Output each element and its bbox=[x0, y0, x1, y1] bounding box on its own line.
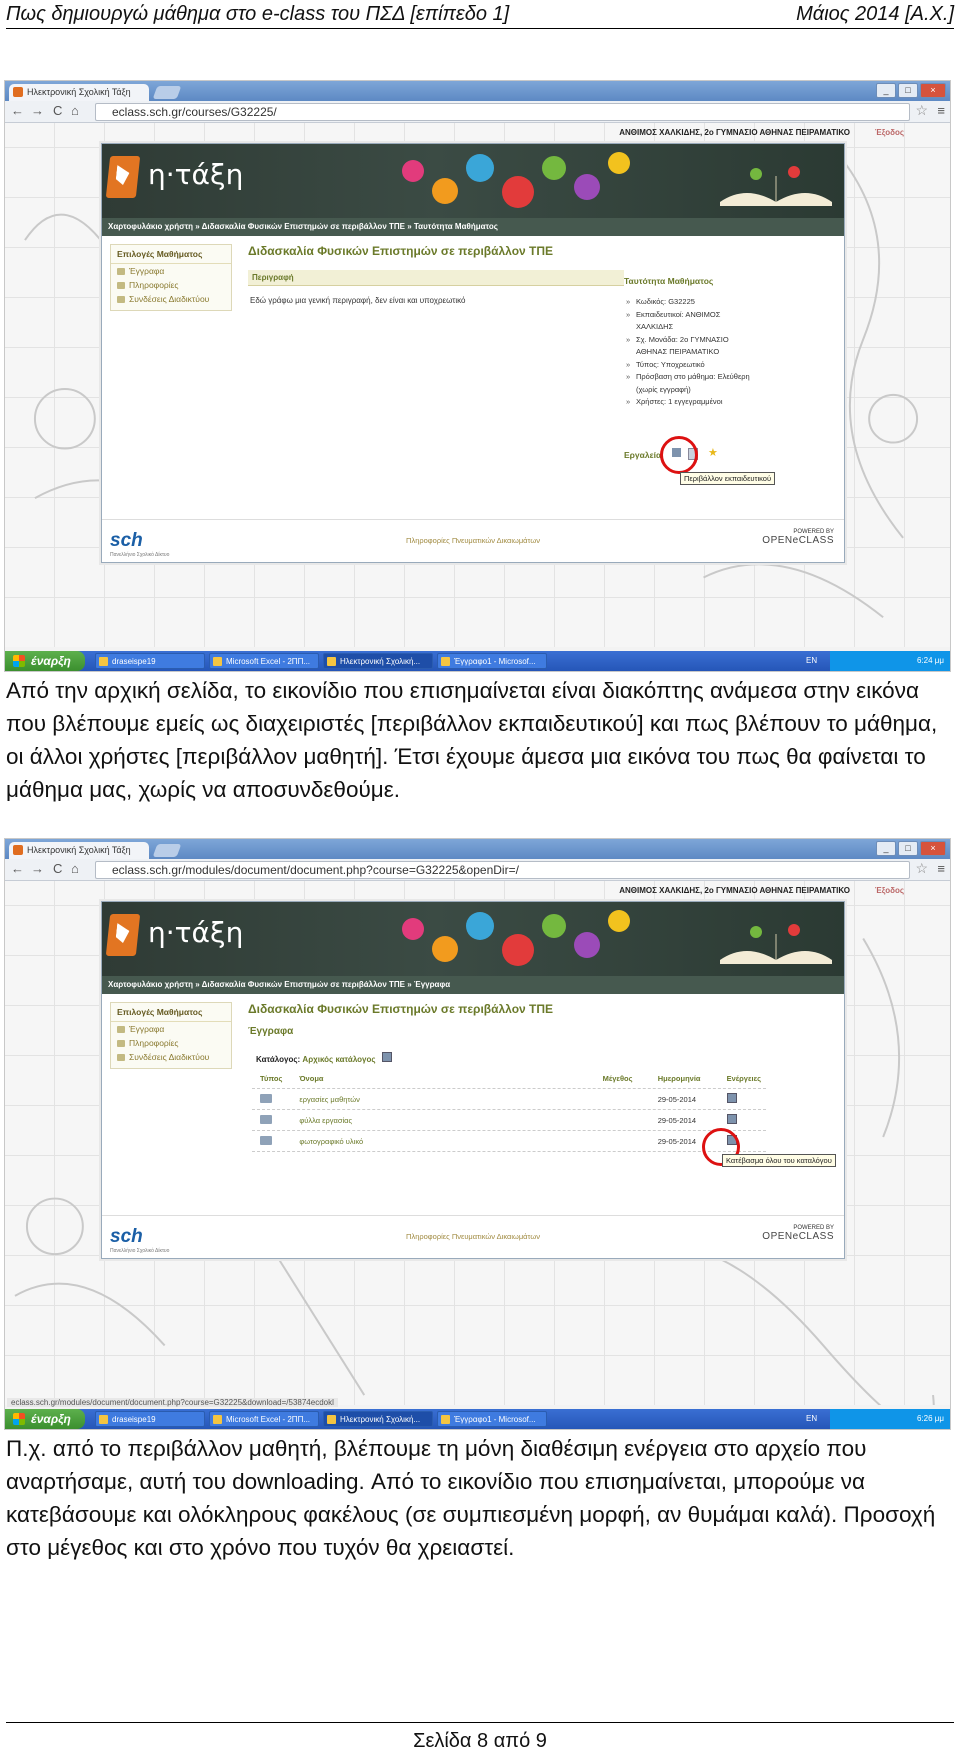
eclass-page bbox=[101, 143, 845, 563]
bookmark-star-icon[interactable]: ☆ bbox=[915, 860, 928, 876]
url-input[interactable]: eclass.sch.gr/modules/document/document.php?course=G32225&openDir=/ bbox=[95, 861, 910, 879]
minimize-button[interactable]: _ bbox=[876, 83, 896, 98]
reload-icon[interactable]: C bbox=[53, 861, 63, 876]
browser-menu-icon[interactable]: ≡ bbox=[937, 861, 945, 876]
address-bar bbox=[5, 101, 950, 123]
task-item[interactable]: Microsoft Excel - 2ΠΠ... bbox=[209, 653, 319, 669]
documents-table bbox=[252, 1074, 766, 1152]
user-name: ΑΝΘΙΜΟΣ ΧΑΛΚΙΔΗΣ, 2ο ΓΥΜΝΑΣΙΟ ΑΘΗΝΑΣ ΠΕΙΡΑΜΑΤΙΚΟ bbox=[619, 128, 850, 137]
minimize-button[interactable]: _ bbox=[876, 841, 896, 856]
tooltip: Κατέβασμα όλου του καταλόγου bbox=[722, 1154, 836, 1167]
book-icon bbox=[716, 920, 836, 966]
new-tab-button[interactable] bbox=[153, 844, 182, 857]
header-title: Πως δημιουργώ μάθημα στο e-class του ΠΣΔ [επίπεδο 1] bbox=[6, 2, 510, 25]
col-size: Μέγεθος bbox=[602, 1074, 633, 1083]
breadcrumb[interactable]: Χαρτοφυλάκιο χρήστη » Διδασκαλία Φυσικών Επιστημών σε περιβάλλον ΤΠΕ » Έγγραφα bbox=[102, 976, 844, 994]
col-name[interactable]: Όνομα bbox=[299, 1074, 324, 1083]
favicon-icon bbox=[13, 845, 23, 855]
maximize-button[interactable]: □ bbox=[898, 83, 918, 98]
description-text: Εδώ γράφω μια γενική περιγραφή, δεν είναι και υποχρεωτικό bbox=[250, 296, 466, 305]
browser-tab[interactable]: Ηλεκτρονική Σχολική Τάξη bbox=[9, 842, 149, 859]
logout-link[interactable]: Έξοδος bbox=[874, 128, 904, 137]
banner-decoration bbox=[362, 906, 724, 972]
site-banner bbox=[102, 902, 844, 976]
book-icon bbox=[716, 162, 836, 208]
folder-icon bbox=[260, 1094, 272, 1103]
start-button[interactable]: έναρξη bbox=[5, 651, 85, 671]
user-name: ΑΝΘΙΜΟΣ ΧΑΛΚΙΔΗΣ, 2ο ΓΥΜΝΑΣΙΟ ΑΘΗΝΑΣ ΠΕΙΡΑΜΑΤΙΚΟ bbox=[619, 886, 850, 895]
task-item[interactable]: Microsoft Excel - 2ΠΠ... bbox=[209, 1411, 319, 1427]
clock: 6:24 μμ bbox=[916, 656, 944, 665]
url-input[interactable]: eclass.sch.gr/courses/G32225/ bbox=[95, 103, 910, 121]
download-icon[interactable] bbox=[382, 1052, 392, 1062]
windows-taskbar bbox=[5, 651, 950, 671]
site-banner bbox=[102, 144, 844, 218]
task-item[interactable]: Ηλεκτρονική Σχολική... bbox=[323, 653, 433, 669]
info-code: » Κωδικός: G32225 bbox=[626, 296, 756, 309]
site-logo[interactable]: η·τάξη bbox=[148, 158, 244, 191]
task-item[interactable]: draseispe19 bbox=[95, 653, 205, 669]
course-title: Διδασκαλία Φυσικών Επιστημών σε περιβάλλον ΤΠΕ bbox=[248, 1002, 554, 1016]
system-tray bbox=[806, 651, 950, 671]
forward-icon[interactable]: → bbox=[31, 103, 44, 118]
folder-icon bbox=[260, 1115, 272, 1124]
windows-taskbar bbox=[5, 1409, 950, 1429]
status-bar: eclass.sch.gr/modules/document/document.php?course=G32225&download=/53874ecdokl bbox=[7, 1398, 338, 1407]
documents-header: Έγγραφα bbox=[248, 1026, 294, 1037]
start-button[interactable]: έναρξη bbox=[5, 1409, 85, 1429]
menu-item-info[interactable]: Πληροφορίες bbox=[111, 278, 231, 292]
address-bar bbox=[5, 859, 950, 881]
tooltip: Περιβάλλον εκπαιδευτικού bbox=[680, 472, 775, 485]
tools-label: Εργαλεία bbox=[624, 450, 662, 460]
task-item[interactable]: Έγγραφο1 - Microsof... bbox=[437, 1411, 547, 1427]
copyright-link[interactable]: Πληροφορίες Πνευματικών Δικαιωμάτων bbox=[406, 536, 540, 545]
logout-link[interactable]: Έξοδος bbox=[874, 886, 904, 895]
table-row bbox=[252, 1131, 766, 1152]
language-indicator[interactable]: EN bbox=[806, 656, 818, 665]
info-users: » Χρήστες: 1 εγγεγραμμένοι bbox=[626, 396, 756, 409]
powered-by: POWERED BY OPENeCLASS bbox=[762, 1225, 834, 1242]
paragraph-2: Π.χ. από το περιβάλλον μαθητή, βλέπουμε τη μόνη διαθέσιμη ενέργεια στο αρχείο που αναρτήσαμε, αυτή του downloading. Από το εικονίδιο που επισημαίνεται, μπορούμε να κατεβάσουμε και ολόκληρους φακέλους (σε συμπιεσμένη μορφή, αν θυμάμαι καλά). Προσοχή στο μέγεθος και στο χρόνο που τυχόν θα χρειαστεί. bbox=[6, 1436, 936, 1560]
sch-logo[interactable]: sch Πανελλήνιο Σχολικό Δίκτυο bbox=[110, 530, 170, 558]
document-header bbox=[6, 0, 954, 29]
clock: 6:26 μμ bbox=[916, 1414, 944, 1423]
course-info-title: Ταυτότητα Μαθήματος bbox=[624, 276, 714, 286]
back-icon[interactable]: ← bbox=[11, 861, 24, 876]
breadcrumb[interactable]: Χαρτοφυλάκιο χρήστη » Διδασκαλία Φυσικών Επιστημών σε περιβάλλον ΤΠΕ » Ταυτότητα Μαθήματος bbox=[102, 218, 844, 236]
folder-link[interactable]: εργασίες μαθητών bbox=[299, 1094, 360, 1104]
course-menu-header: Επιλογές Μαθήματος bbox=[111, 245, 231, 264]
menu-item-links[interactable]: Συνδέσεις Διαδικτύου bbox=[111, 1050, 231, 1068]
info-school: » Σχ. Μονάδα: 2ο ΓΥΜΝΑΣΙΟ ΑΘΗΝΑΣ ΠΕΙΡΑΜΑΤΙΚΟ bbox=[626, 334, 756, 359]
logo-icon bbox=[106, 156, 140, 198]
info-access: » Πρόσβαση στο μάθημα: Ελεύθερη (χωρίς εγγραφή) bbox=[626, 371, 756, 396]
col-type: Τύπος bbox=[260, 1074, 283, 1083]
close-button[interactable]: × bbox=[920, 841, 946, 856]
home-icon[interactable]: ⌂ bbox=[71, 861, 79, 876]
star-icon[interactable]: ★ bbox=[708, 447, 718, 459]
sch-logo[interactable]: sch Πανελλήνιο Σχολικό Δίκτυο bbox=[110, 1226, 170, 1254]
task-item[interactable]: draseispe19 bbox=[95, 1411, 205, 1427]
site-footer bbox=[102, 1215, 844, 1258]
catalog-value[interactable]: Αρχικός κατάλογος bbox=[302, 1055, 376, 1064]
bookmark-star-icon[interactable]: ☆ bbox=[915, 102, 928, 118]
copyright-link[interactable]: Πληροφορίες Πνευματικών Δικαιωμάτων bbox=[406, 1232, 540, 1241]
info-type: » Τύπος: Υποχρεωτικό bbox=[626, 359, 756, 372]
eclass-page bbox=[101, 901, 845, 1259]
table-row bbox=[252, 1089, 766, 1110]
course-info-list bbox=[626, 296, 756, 409]
screenshot-documents bbox=[4, 838, 951, 1430]
description-header: Περιγραφή bbox=[248, 270, 624, 286]
table-row bbox=[252, 1110, 766, 1131]
col-actions: Ενέργειες bbox=[726, 1074, 762, 1083]
highlight-circle bbox=[660, 436, 698, 474]
site-logo[interactable]: η·τάξη bbox=[148, 916, 244, 949]
banner-decoration bbox=[362, 148, 724, 214]
menu-item-documents[interactable]: Έγγραφα bbox=[111, 264, 231, 278]
row-date: 29-05-2014 bbox=[657, 1136, 697, 1146]
course-menu bbox=[110, 244, 232, 311]
col-date: Ημερομηνία bbox=[657, 1074, 701, 1083]
course-menu-header: Επιλογές Μαθήματος bbox=[111, 1003, 231, 1022]
catalog-label: Κατάλογος: bbox=[256, 1055, 301, 1064]
row-date: 29-05-2014 bbox=[657, 1115, 697, 1125]
paragraph-1: Από την αρχική σελίδα, το εικονίδιο που επισημαίνεται είναι διακόπτης ανάμεσα στην εικόνα που βλέπουμε εμείς ως διαχειριστές [περιβάλλον εκπαιδευτικού] και πως βλέπουν το μάθημα, οι άλλοι χρήστες [περιβάλλον μαθητή]. Έτσι έχουμε άμεσα μια εικόνα του πως θα φαίνεται το μάθημα μας, χωρίς να αποσυνδεθούμε. bbox=[6, 678, 938, 802]
course-title: Διδασκαλία Φυσικών Επιστημών σε περιβάλλον ΤΠΕ bbox=[248, 244, 554, 258]
download-icon[interactable] bbox=[727, 1093, 737, 1103]
browser-tabbar bbox=[5, 839, 950, 859]
folder-link[interactable]: φύλλα εργασίας bbox=[299, 1115, 353, 1125]
forward-icon[interactable]: → bbox=[31, 861, 44, 876]
favicon-icon bbox=[13, 87, 23, 97]
row-date: 29-05-2014 bbox=[657, 1094, 697, 1104]
back-icon[interactable]: ← bbox=[11, 103, 24, 118]
header-date: Μάιος 2014 [Α.Χ.] bbox=[796, 2, 954, 25]
menu-item-documents[interactable]: Έγγραφα bbox=[111, 1022, 231, 1036]
course-menu bbox=[110, 1002, 232, 1069]
browser-tabbar bbox=[5, 81, 950, 101]
table-header bbox=[252, 1074, 766, 1089]
close-button[interactable]: × bbox=[920, 83, 946, 98]
catalog-line bbox=[256, 1052, 392, 1064]
menu-item-links[interactable]: Συνδέσεις Διαδικτύου bbox=[111, 292, 231, 310]
new-tab-button[interactable] bbox=[153, 86, 182, 99]
logo-icon bbox=[106, 914, 140, 956]
reload-icon[interactable]: C bbox=[53, 103, 63, 118]
folder-link[interactable]: φωτογραφικό υλικό bbox=[299, 1136, 364, 1146]
info-teachers: » Εκπαιδευτικοί: ΑΝΘΙΜΟΣ ΧΑΛΚΙΔΗΣ bbox=[626, 309, 756, 334]
task-item[interactable]: Ηλεκτρονική Σχολική... bbox=[323, 1411, 433, 1427]
home-icon[interactable]: ⌂ bbox=[71, 103, 79, 118]
page-footer: Σελίδα 8 από 9 bbox=[6, 1722, 954, 1753]
browser-tab[interactable]: Ηλεκτρονική Σχολική Τάξη bbox=[9, 84, 149, 101]
maximize-button[interactable]: □ bbox=[898, 841, 918, 856]
download-icon[interactable] bbox=[727, 1114, 737, 1124]
site-footer bbox=[102, 519, 844, 562]
screenshot-course-home bbox=[4, 80, 951, 672]
language-indicator[interactable]: EN bbox=[806, 1414, 818, 1423]
task-item[interactable]: Έγγραφο1 - Microsof... bbox=[437, 653, 547, 669]
powered-by: POWERED BY OPENeCLASS bbox=[762, 529, 834, 546]
system-tray bbox=[806, 1409, 950, 1429]
folder-icon bbox=[260, 1136, 272, 1145]
menu-item-info[interactable]: Πληροφορίες bbox=[111, 1036, 231, 1050]
browser-menu-icon[interactable]: ≡ bbox=[937, 103, 945, 118]
